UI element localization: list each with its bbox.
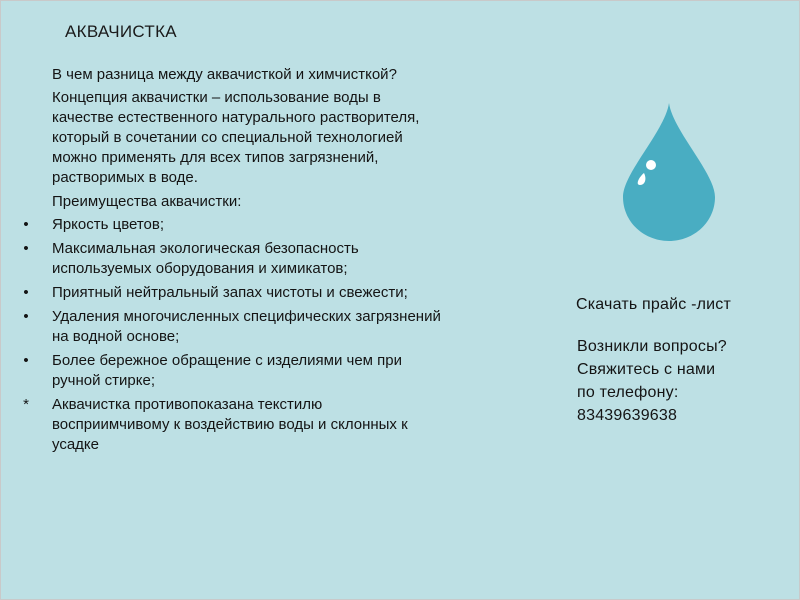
list-item <box>21 307 441 347</box>
contact-question: Возникли вопросы? <box>577 338 727 355</box>
slide-title: АКВАЧИСТКА <box>65 22 177 41</box>
bullet-text: Яркость цветов; <box>52 216 165 233</box>
question-paragraph: В чем разница между аквачисткой и химчисткой? <box>52 66 397 83</box>
download-price-list-link[interactable]: Скачать прайс -лист <box>576 296 732 313</box>
bullet-mark: • <box>23 216 29 233</box>
bullet-text: Удаления многочисленных специфических загрязнений на водной основе; <box>52 308 441 345</box>
bullet-mark: * <box>23 396 29 413</box>
advantages-list <box>21 215 441 455</box>
contact-call-to-action: Свяжитесь с нами <box>577 361 716 378</box>
bullet-text: Приятный нейтральный запах чистоты и свежести; <box>52 284 408 301</box>
phone-number: 83439639638 <box>577 407 678 424</box>
bullet-text: Более бережное обращение с изделиями чем при ручной стирке; <box>52 352 403 389</box>
list-item <box>21 351 441 391</box>
list-item <box>21 283 441 303</box>
bullet-mark: • <box>23 308 29 325</box>
contact-phone-label: по телефону: <box>577 384 679 401</box>
bullet-mark: • <box>23 284 29 301</box>
advantages-heading: Преимущества аквачистки: <box>52 193 242 210</box>
bullet-text: Максимальная экологическая безопасность используемых оборудования и химикатов; <box>52 240 359 277</box>
water-drop-icon <box>621 101 717 243</box>
list-item <box>21 239 441 279</box>
contact-block <box>577 335 787 427</box>
list-item <box>21 395 441 455</box>
bullet-mark: • <box>23 352 29 369</box>
list-item <box>21 215 441 235</box>
main-content <box>21 65 441 459</box>
bullet-text: Аквачистка противопоказана текстилю восприимчивому к воздействию воды и склонных к усадке <box>52 396 408 453</box>
bullet-mark: • <box>23 240 29 257</box>
concept-paragraph: Концепция аквачистки – использование воды в качестве естественного натурального растворителя, который в сочетании со специальной технологией можно применять для всех типов загрязнений, растворимых в воде. <box>52 89 420 186</box>
